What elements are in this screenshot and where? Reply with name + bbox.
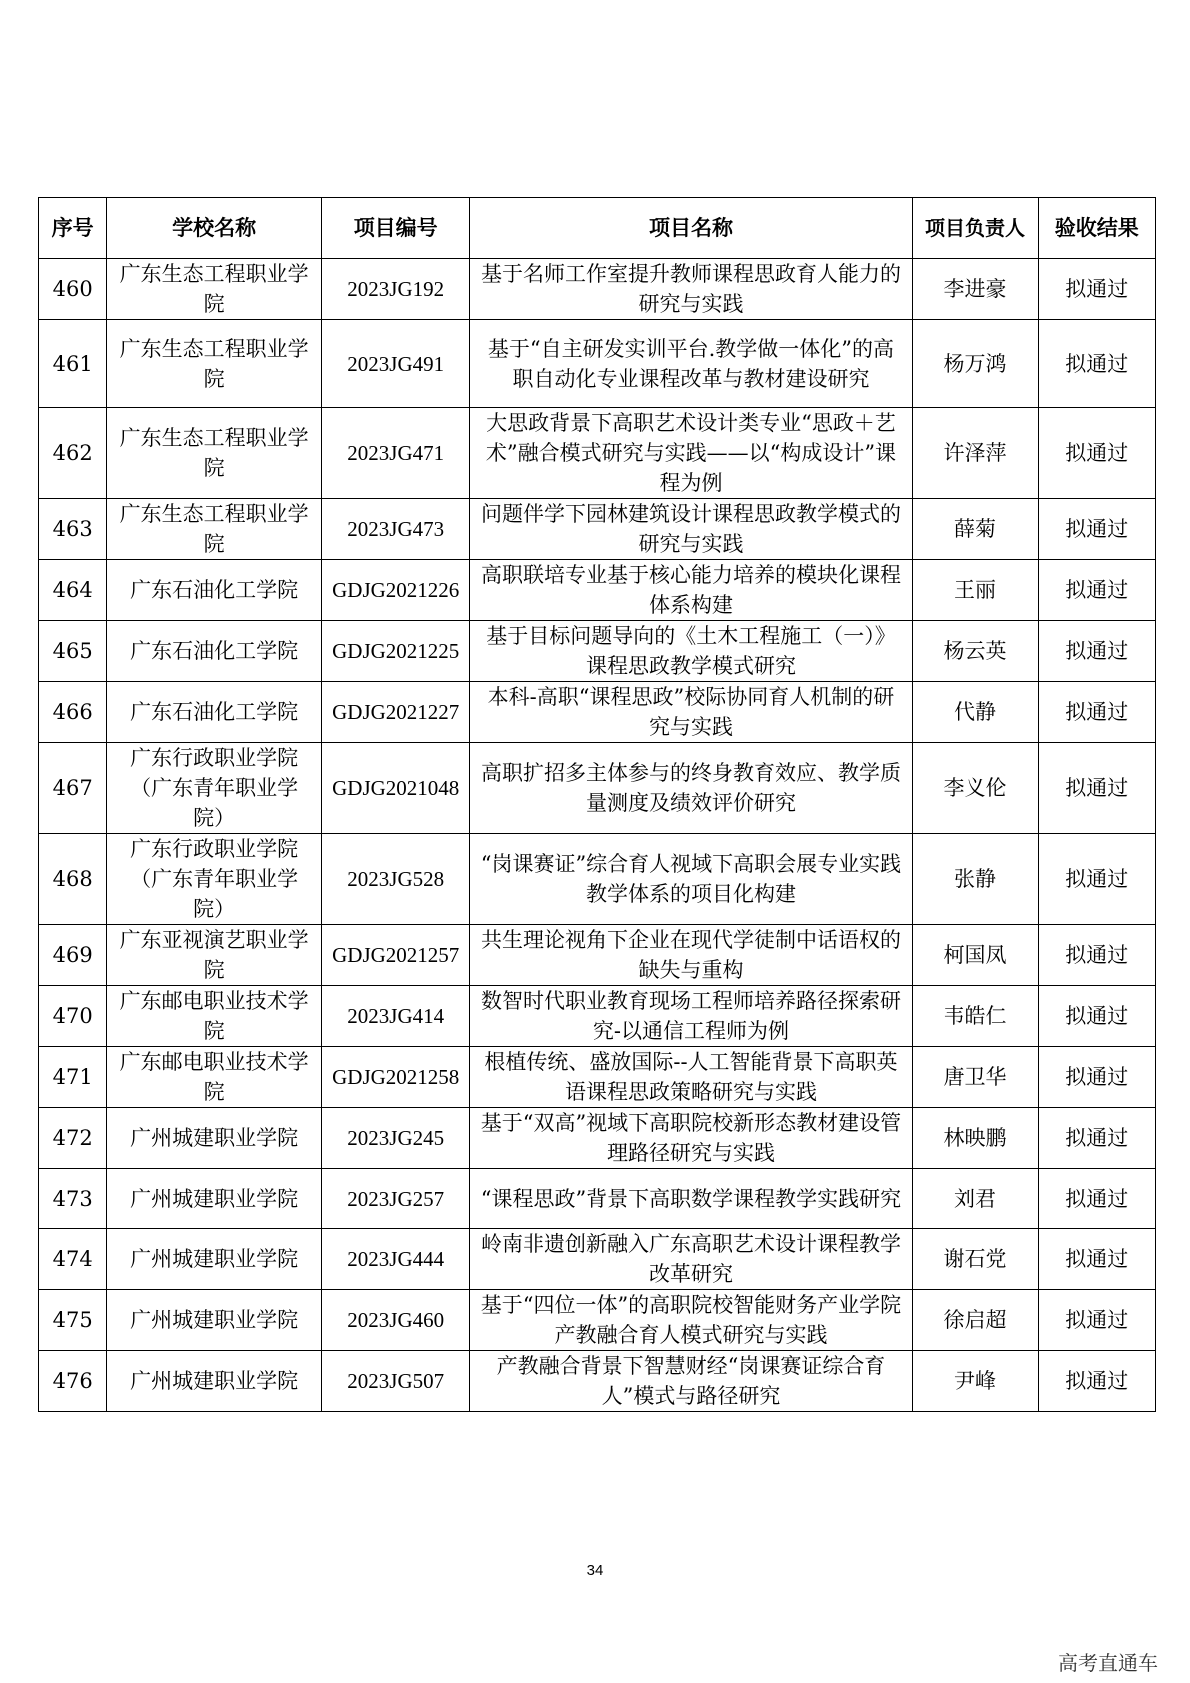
- cell-school-name: 广州城建职业学院: [107, 1169, 322, 1229]
- cell-acceptance-result: 拟通过: [1038, 1351, 1156, 1412]
- cell-index: 471: [39, 1047, 107, 1108]
- cell-school-name: 广州城建职业学院: [107, 1108, 322, 1169]
- header-project-leader: 项目负责人: [912, 198, 1038, 259]
- table-row: [39, 1047, 1156, 1108]
- cell-school-name: 广东行政职业学院（广东青年职业学院）: [107, 743, 322, 834]
- cell-project-code: GDJG2021227: [321, 682, 469, 743]
- cell-project-leader: 韦皓仁: [912, 986, 1038, 1047]
- cell-project-code: 2023JG473: [321, 499, 469, 560]
- cell-school-name: 广东石油化工学院: [107, 621, 322, 682]
- cell-school-name: 广东亚视演艺职业学院: [107, 925, 322, 986]
- table-header-row: [39, 198, 1156, 259]
- cell-acceptance-result: 拟通过: [1038, 1047, 1156, 1108]
- cell-project-code: GDJG2021257: [321, 925, 469, 986]
- cell-index: 466: [39, 682, 107, 743]
- cell-project-leader: 李义伦: [912, 743, 1038, 834]
- cell-index: 464: [39, 560, 107, 621]
- cell-acceptance-result: 拟通过: [1038, 499, 1156, 560]
- project-acceptance-table: [38, 197, 1156, 1412]
- header-project-name: 项目名称: [470, 198, 912, 259]
- header-acceptance-result: 验收结果: [1038, 198, 1156, 259]
- cell-acceptance-result: 拟通过: [1038, 986, 1156, 1047]
- cell-school-name: 广东生态工程职业学院: [107, 259, 322, 320]
- table-row: [39, 621, 1156, 682]
- cell-school-name: 广东行政职业学院（广东青年职业学院）: [107, 834, 322, 925]
- cell-index: 469: [39, 925, 107, 986]
- cell-index: 463: [39, 499, 107, 560]
- header-project-code: 项目编号: [321, 198, 469, 259]
- cell-index: 465: [39, 621, 107, 682]
- cell-project-name: 大思政背景下高职艺术设计类专业“思政＋艺术”融合模式研究与实践——以“构成设计”课程为例: [470, 408, 912, 499]
- cell-project-name: 基于目标问题导向的《土木工程施工（一）》课程思政教学模式研究: [470, 621, 912, 682]
- table-row: [39, 1290, 1156, 1351]
- table-row: [39, 320, 1156, 408]
- cell-acceptance-result: 拟通过: [1038, 682, 1156, 743]
- cell-acceptance-result: 拟通过: [1038, 560, 1156, 621]
- cell-acceptance-result: 拟通过: [1038, 925, 1156, 986]
- watermark: 高考直通车: [1058, 1651, 1158, 1675]
- cell-index: 474: [39, 1229, 107, 1290]
- table-row: [39, 499, 1156, 560]
- table-row: [39, 834, 1156, 925]
- cell-project-code: 2023JG192: [321, 259, 469, 320]
- cell-project-leader: 柯国凤: [912, 925, 1038, 986]
- cell-project-code: 2023JG257: [321, 1169, 469, 1229]
- cell-school-name: 广东石油化工学院: [107, 682, 322, 743]
- table-row: [39, 743, 1156, 834]
- table-row: [39, 259, 1156, 320]
- cell-project-code: 2023JG528: [321, 834, 469, 925]
- cell-acceptance-result: 拟通过: [1038, 408, 1156, 499]
- cell-project-name: 基于“自主研发实训平台.教学做一体化”的高职自动化专业课程改革与教材建设研究: [470, 320, 912, 408]
- cell-project-code: 2023JG507: [321, 1351, 469, 1412]
- cell-index: 475: [39, 1290, 107, 1351]
- cell-project-code: GDJG2021226: [321, 560, 469, 621]
- cell-project-leader: 林映鹏: [912, 1108, 1038, 1169]
- header-index: 序号: [39, 198, 107, 259]
- cell-index: 467: [39, 743, 107, 834]
- cell-project-leader: 尹峰: [912, 1351, 1038, 1412]
- cell-project-leader: 许泽萍: [912, 408, 1038, 499]
- table-row: [39, 408, 1156, 499]
- cell-project-code: GDJG2021048: [321, 743, 469, 834]
- table-row: [39, 1351, 1156, 1412]
- cell-school-name: 广东邮电职业技术学院: [107, 986, 322, 1047]
- cell-school-name: 广东生态工程职业学院: [107, 408, 322, 499]
- table-row: [39, 560, 1156, 621]
- cell-school-name: 广东邮电职业技术学院: [107, 1047, 322, 1108]
- cell-project-leader: 张静: [912, 834, 1038, 925]
- cell-acceptance-result: 拟通过: [1038, 621, 1156, 682]
- cell-project-name: 产教融合背景下智慧财经“岗课赛证综合育人”模式与路径研究: [470, 1351, 912, 1412]
- table-row: [39, 682, 1156, 743]
- cell-project-leader: 薛菊: [912, 499, 1038, 560]
- cell-acceptance-result: 拟通过: [1038, 1169, 1156, 1229]
- cell-project-code: GDJG2021225: [321, 621, 469, 682]
- header-school-name: 学校名称: [107, 198, 322, 259]
- cell-project-code: 2023JG471: [321, 408, 469, 499]
- page-number: 34: [586, 1562, 604, 1579]
- cell-project-leader: 谢石党: [912, 1229, 1038, 1290]
- cell-project-name: 数智时代职业教育现场工程师培养路径探索研究-以通信工程师为例: [470, 986, 912, 1047]
- cell-project-leader: 代静: [912, 682, 1038, 743]
- cell-index: 472: [39, 1108, 107, 1169]
- cell-acceptance-result: 拟通过: [1038, 1290, 1156, 1351]
- cell-index: 460: [39, 259, 107, 320]
- cell-project-name: 高职联培专业基于核心能力培养的模块化课程体系构建: [470, 560, 912, 621]
- cell-project-name: 高职扩招多主体参与的终身教育效应、教学质量测度及绩效评价研究: [470, 743, 912, 834]
- cell-acceptance-result: 拟通过: [1038, 1108, 1156, 1169]
- cell-school-name: 广州城建职业学院: [107, 1290, 322, 1351]
- table-row: [39, 925, 1156, 986]
- cell-index: 470: [39, 986, 107, 1047]
- table-row: [39, 1229, 1156, 1290]
- cell-index: 468: [39, 834, 107, 925]
- cell-index: 476: [39, 1351, 107, 1412]
- cell-school-name: 广州城建职业学院: [107, 1351, 322, 1412]
- cell-project-code: 2023JG460: [321, 1290, 469, 1351]
- table-row: [39, 1169, 1156, 1229]
- cell-project-name: 本科-高职“课程思政”校际协同育人机制的研究与实践: [470, 682, 912, 743]
- cell-project-code: 2023JG491: [321, 320, 469, 408]
- cell-project-name: 共生理论视角下企业在现代学徒制中话语权的缺失与重构: [470, 925, 912, 986]
- cell-school-name: 广东生态工程职业学院: [107, 320, 322, 408]
- cell-project-leader: 杨云英: [912, 621, 1038, 682]
- cell-project-leader: 刘君: [912, 1169, 1038, 1229]
- cell-project-code: 2023JG414: [321, 986, 469, 1047]
- cell-project-name: 基于“四位一体”的高职院校智能财务产业学院产教融合育人模式研究与实践: [470, 1290, 912, 1351]
- cell-acceptance-result: 拟通过: [1038, 320, 1156, 408]
- cell-project-code: 2023JG245: [321, 1108, 469, 1169]
- cell-project-name: 基于名师工作室提升教师课程思政育人能力的研究与实践: [470, 259, 912, 320]
- cell-project-name: 基于“双高”视域下高职院校新形态教材建设管理路径研究与实践: [470, 1108, 912, 1169]
- cell-project-leader: 杨万鸿: [912, 320, 1038, 408]
- cell-project-leader: 徐启超: [912, 1290, 1038, 1351]
- cell-acceptance-result: 拟通过: [1038, 834, 1156, 925]
- cell-school-name: 广州城建职业学院: [107, 1229, 322, 1290]
- table-row: [39, 1108, 1156, 1169]
- cell-acceptance-result: 拟通过: [1038, 743, 1156, 834]
- cell-project-name: “课程思政”背景下高职数学课程教学实践研究: [470, 1169, 912, 1229]
- cell-project-name: 问题伴学下园林建筑设计课程思政教学模式的研究与实践: [470, 499, 912, 560]
- cell-school-name: 广东生态工程职业学院: [107, 499, 322, 560]
- cell-index: 473: [39, 1169, 107, 1229]
- cell-project-leader: 唐卫华: [912, 1047, 1038, 1108]
- cell-project-code: GDJG2021258: [321, 1047, 469, 1108]
- cell-project-name: 根植传统、盛放国际--人工智能背景下高职英语课程思政策略研究与实践: [470, 1047, 912, 1108]
- cell-project-leader: 李进豪: [912, 259, 1038, 320]
- table-row: [39, 986, 1156, 1047]
- cell-acceptance-result: 拟通过: [1038, 259, 1156, 320]
- cell-project-leader: 王丽: [912, 560, 1038, 621]
- cell-index: 461: [39, 320, 107, 408]
- cell-school-name: 广东石油化工学院: [107, 560, 322, 621]
- cell-acceptance-result: 拟通过: [1038, 1229, 1156, 1290]
- cell-index: 462: [39, 408, 107, 499]
- cell-project-code: 2023JG444: [321, 1229, 469, 1290]
- cell-project-name: 岭南非遗创新融入广东高职艺术设计课程教学改革研究: [470, 1229, 912, 1290]
- cell-project-name: “岗课赛证”综合育人视域下高职会展专业实践教学体系的项目化构建: [470, 834, 912, 925]
